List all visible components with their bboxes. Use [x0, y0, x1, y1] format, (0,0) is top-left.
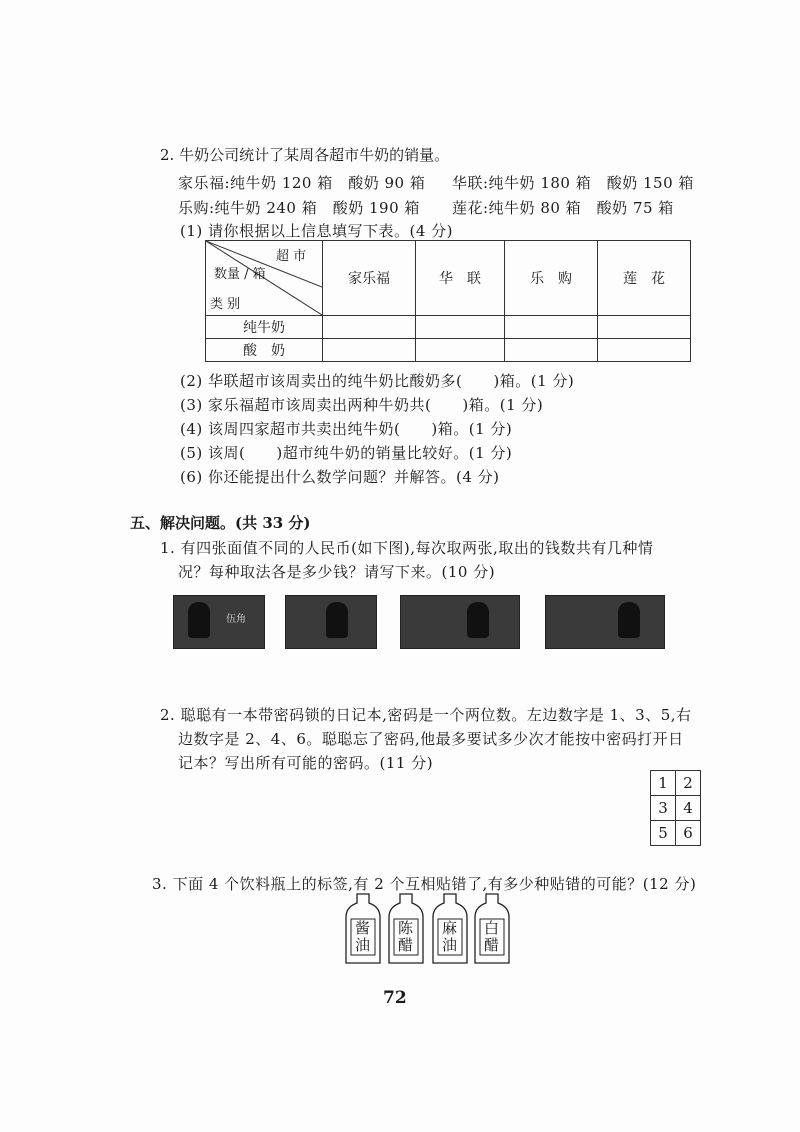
sales-table: [205, 240, 691, 362]
keypad-key: 3: [651, 796, 676, 821]
table-cell[interactable]: [323, 339, 416, 362]
banknote-image-4: [545, 595, 665, 649]
q2-line2-left: 乐购:纯牛奶 240 箱 酸奶 190 箱: [178, 199, 420, 217]
q2-line2-right: 莲花:纯牛奶 80 箱 酸奶 75 箱: [452, 199, 674, 217]
q2-sub1: (1) 请你根据以上信息填写下表。(4 分): [180, 222, 454, 240]
p1-line1: 1. 有四张面值不同的人民币(如下图),每次取两张,取出的钱数共有几种情: [160, 539, 654, 557]
p2-line3: 记本？写出所有可能的密码。(11 分): [178, 754, 434, 772]
banknote-image-3: [400, 595, 520, 649]
section5-title: 五、解决问题。(共 33 分): [130, 514, 311, 532]
bottle-label-char: 麻: [442, 919, 458, 937]
col-header-lianhua: 莲 花: [598, 241, 691, 316]
p3-text: 3. 下面 4 个饮料瓶上的标签,有 2 个互相贴错了,有多少种贴错的可能？(12 分): [152, 875, 697, 893]
corner-qty-label: 数量 / 箱: [214, 267, 266, 282]
bottle-label-char: 油: [442, 936, 458, 954]
bottle-label-char: 陈: [398, 919, 414, 937]
table-cell[interactable]: [416, 316, 505, 339]
bottle-soy-sauce: [342, 893, 384, 965]
corner-kind-label: 类 别: [210, 297, 241, 312]
p1-line2: 况？每种取法各是多少钱？请写下来。(10 分): [178, 563, 496, 581]
corner-market-label: 超 市: [276, 249, 307, 264]
table-cell[interactable]: [323, 316, 416, 339]
bottle-white-vinegar: [471, 893, 513, 965]
portrait-icon: [188, 602, 210, 638]
q2-title: 2. 牛奶公司统计了某周各超市牛奶的销量。: [160, 146, 450, 164]
banknote-label: 伍角: [226, 614, 246, 625]
page-number: 72: [383, 988, 407, 1008]
bottle-aged-vinegar: [385, 893, 427, 965]
q2-line1-left: 家乐福:纯牛奶 120 箱 酸奶 90 箱: [178, 174, 426, 192]
table-cell[interactable]: [416, 339, 505, 362]
portrait-icon: [467, 602, 489, 638]
col-header-legou: 乐 购: [505, 241, 598, 316]
keypad-key: 4: [676, 796, 701, 821]
col-header-hualian: 华 联: [416, 241, 505, 316]
row-header-pure-milk: 纯牛奶: [206, 316, 323, 339]
bottle-label-char: 酱: [355, 919, 371, 937]
q2-sub4: (4) 该周四家超市共卖出纯牛奶( )箱。(1 分): [180, 420, 513, 438]
banknote-image-2: [285, 595, 377, 649]
portrait-icon: [326, 602, 348, 638]
table-cell[interactable]: [505, 339, 598, 362]
q2-sub3: (3) 家乐福超市该周卖出两种牛奶共( )箱。(1 分): [180, 396, 544, 414]
bottle-label-char: 醋: [398, 936, 414, 954]
keypad-key: 5: [651, 821, 676, 846]
table-cell[interactable]: [505, 316, 598, 339]
q2-sub6: (6) 你还能提出什么数学问题？并解答。(4 分): [180, 468, 500, 486]
row-header-yogurt: 酸 奶: [206, 339, 323, 362]
table-corner-cell: [206, 241, 323, 316]
bottle-sesame-oil: [429, 893, 471, 965]
portrait-icon: [618, 602, 640, 638]
banknote-image-1: [173, 595, 265, 649]
table-cell[interactable]: [598, 316, 691, 339]
p2-line2: 边数字是 2、4、6。聪聪忘了密码,他最多要试多少次才能按中密码打开日: [178, 730, 684, 748]
p2-line1: 2. 聪聪有一本带密码锁的日记本,密码是一个两位数。左边数字是 1、3、5,右: [160, 706, 692, 724]
q2-line1-right: 华联:纯牛奶 180 箱 酸奶 150 箱: [452, 174, 694, 192]
bottle-label-char: 醋: [484, 936, 500, 954]
bottle-label-char: 油: [355, 936, 371, 954]
keypad-key: 6: [676, 821, 701, 846]
col-header-jialefu: 家乐福: [323, 241, 416, 316]
keypad-grid: [650, 770, 701, 846]
keypad-key: 1: [651, 771, 676, 796]
table-cell[interactable]: [598, 339, 691, 362]
keypad-key: 2: [676, 771, 701, 796]
q2-sub2: (2) 华联超市该周卖出的纯牛奶比酸奶多( )箱。(1 分): [180, 372, 575, 390]
bottle-label-char: 白: [484, 919, 500, 937]
q2-sub5: (5) 该周( )超市纯牛奶的销量比较好。(1 分): [180, 444, 513, 462]
